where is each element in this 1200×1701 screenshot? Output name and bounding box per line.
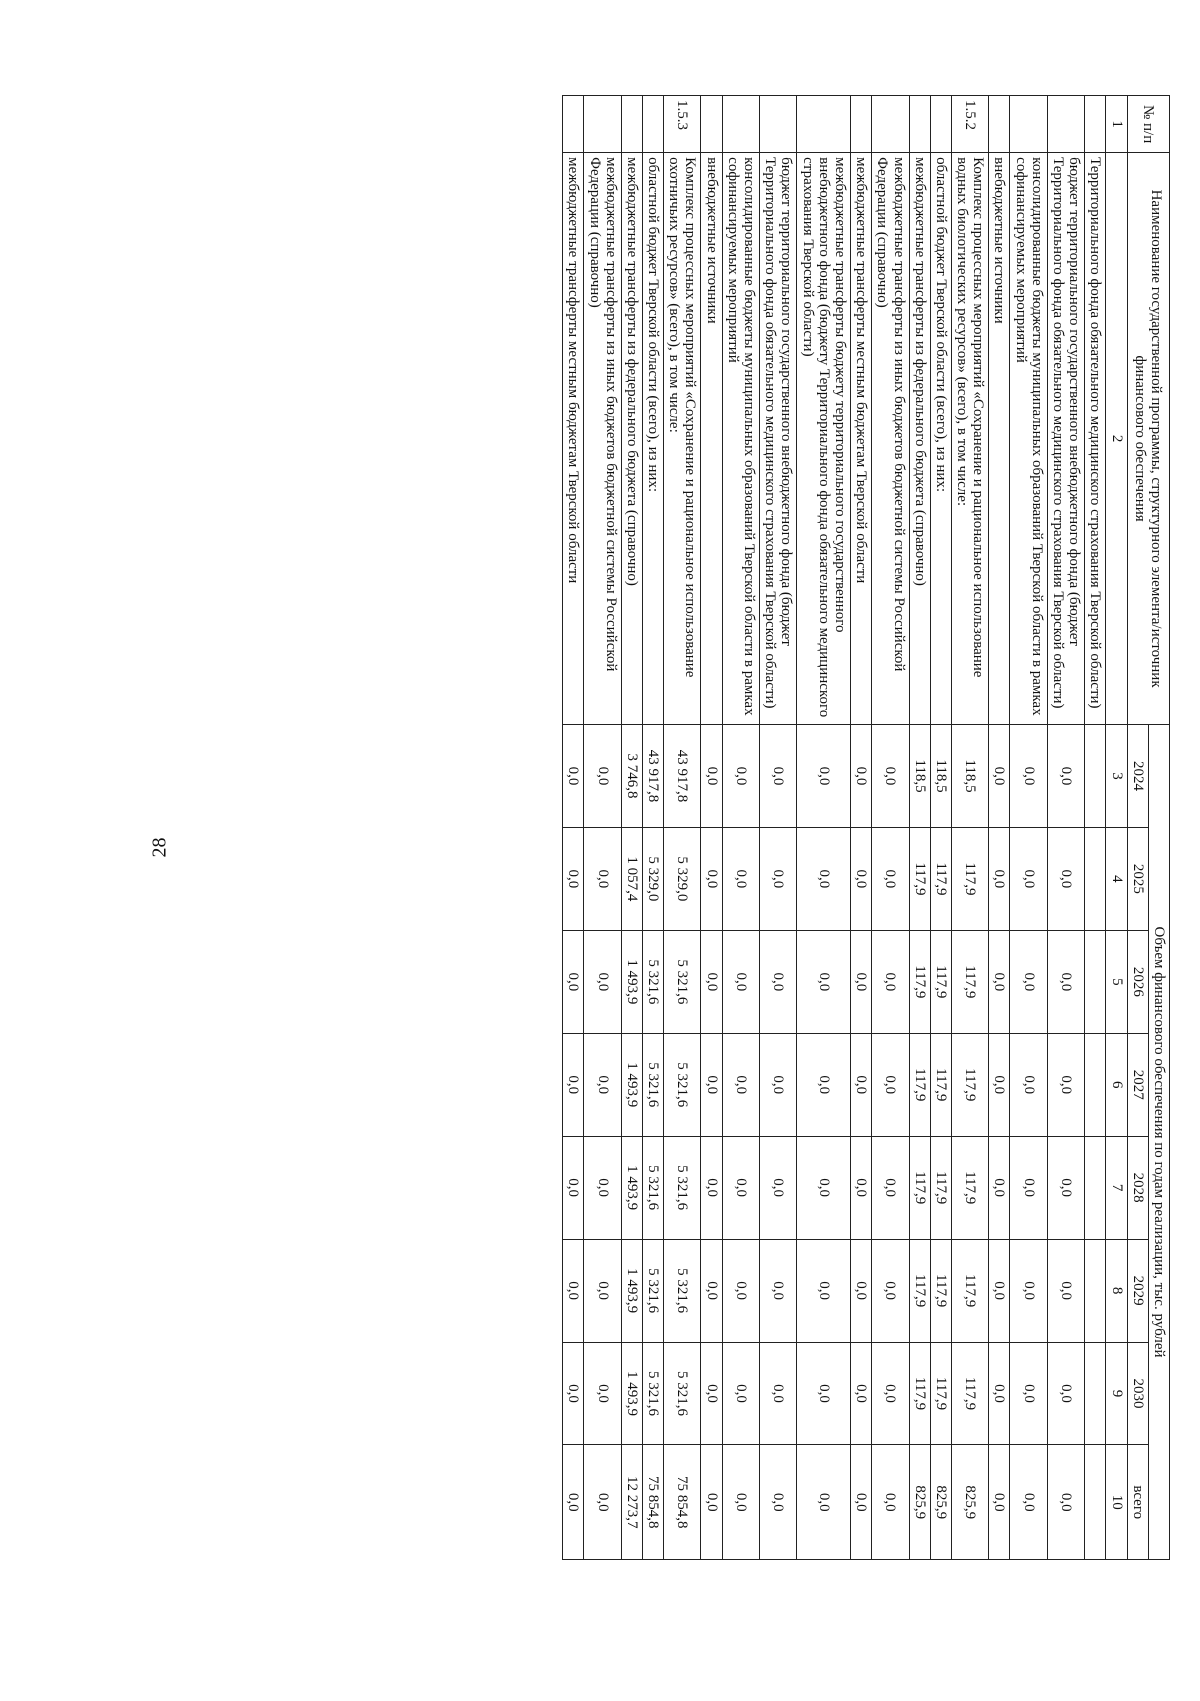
row-value-2025: 0,0 — [701, 827, 722, 930]
rotated-table-container — [170, 95, 1170, 1560]
row-value-2028: 5 321,6 — [642, 1136, 663, 1239]
row-value-2026: 0,0 — [563, 930, 584, 1033]
row-number — [1047, 96, 1084, 153]
header-col-name: Наименование государственной программы, структурного элемента/источник финансового обеспечения — [1127, 153, 1169, 725]
row-value-2024: 0,0 — [797, 725, 851, 828]
row-value-2029: 0,0 — [584, 1239, 621, 1342]
row-value-2027: 117,9 — [909, 1033, 930, 1136]
row-value-2025: 0,0 — [797, 827, 851, 930]
row-value-total — [1085, 1445, 1106, 1560]
row-value-2030: 1 493,9 — [621, 1342, 642, 1445]
row-value-2026: 0,0 — [797, 930, 851, 1033]
row-name: межбюджетные трансферты из федерального бюджета (справочно) — [909, 153, 930, 725]
row-value-2027 — [1085, 1033, 1106, 1136]
row-value-2024: 0,0 — [760, 725, 797, 828]
row-value-2029: 5 321,6 — [642, 1239, 663, 1342]
row-value-2026: 0,0 — [722, 930, 759, 1033]
row-value-total: 75 854,8 — [664, 1445, 701, 1560]
row-value-2025: 117,9 — [909, 827, 930, 930]
row-value-2025 — [1085, 827, 1106, 930]
row-value-2027: 0,0 — [1047, 1033, 1084, 1136]
header-year-6: 2030 — [1127, 1342, 1148, 1445]
financing-table — [562, 95, 1170, 1560]
row-value-2027: 117,9 — [930, 1033, 951, 1136]
row-value-2028: 0,0 — [701, 1136, 722, 1239]
row-value-total: 0,0 — [760, 1445, 797, 1560]
row-value-2027: 0,0 — [872, 1033, 909, 1136]
row-value-2024: 0,0 — [584, 725, 621, 828]
row-value-total: 0,0 — [563, 1445, 584, 1560]
row-number — [621, 96, 642, 153]
row-number — [642, 96, 663, 153]
row-value-2028: 0,0 — [584, 1136, 621, 1239]
row-name: межбюджетные трансферты из иных бюджетов бюджетной системы Российской Федерации (справочно) — [584, 153, 621, 725]
row-value-2025: 117,9 — [951, 827, 988, 930]
row-number — [701, 96, 722, 153]
row-value-total: 75 854,8 — [642, 1445, 663, 1560]
table-row — [797, 96, 851, 1560]
header-group-financing: Объем финансового обеспечения по годам реализации, тыс. рублей — [1148, 725, 1169, 1560]
header-index-0: 1 — [1106, 96, 1127, 153]
row-value-2030: 117,9 — [909, 1342, 930, 1445]
row-name: межбюджетные трансферты бюджету территориального государственного внебюджетного фонда (бюджету Территориального фонда обязательного медицинского страхования Тверской области) — [797, 153, 851, 725]
row-name: Территориального фонда обязательного медицинского страхования Тверской области) — [1085, 153, 1106, 725]
header-year-3: 2027 — [1127, 1033, 1148, 1136]
row-value-2029: 0,0 — [722, 1239, 759, 1342]
table-body — [563, 96, 1106, 1560]
table-row — [989, 96, 1010, 1560]
row-value-2029: 0,0 — [701, 1239, 722, 1342]
row-number — [563, 96, 584, 153]
row-name: бюджет территориального государственного внебюджетного фонда (бюджет Территориального фонда обязательного медицинского страхования Тверской области) — [760, 153, 797, 725]
row-name: Комплекс процессных мероприятий «Сохранение и рациональное использование водных биологических ресурсов» (всего), в том числе: — [951, 153, 988, 725]
row-value-2027: 0,0 — [584, 1033, 621, 1136]
header-year-7: всего — [1127, 1445, 1148, 1560]
row-value-2024: 0,0 — [563, 725, 584, 828]
row-number — [760, 96, 797, 153]
row-value-2030: 0,0 — [851, 1342, 872, 1445]
header-year-0: 2024 — [1127, 725, 1148, 828]
row-value-2025: 5 329,0 — [664, 827, 701, 930]
table-row — [642, 96, 663, 1560]
header-year-5: 2029 — [1127, 1239, 1148, 1342]
row-value-2029: 0,0 — [989, 1239, 1010, 1342]
row-value-2030: 0,0 — [872, 1342, 909, 1445]
row-value-2030: 117,9 — [930, 1342, 951, 1445]
row-value-total: 0,0 — [722, 1445, 759, 1560]
row-value-total: 0,0 — [1010, 1445, 1047, 1560]
row-value-total: 825,9 — [930, 1445, 951, 1560]
row-value-2028: 0,0 — [872, 1136, 909, 1239]
row-value-2024: 0,0 — [872, 725, 909, 828]
row-value-2029: 0,0 — [563, 1239, 584, 1342]
table-row — [701, 96, 722, 1560]
header-year-2: 2026 — [1127, 930, 1148, 1033]
row-value-2025: 5 329,0 — [642, 827, 663, 930]
header-index-1: 2 — [1106, 153, 1127, 725]
row-name: Комплекс процессных мероприятий «Сохранение и рациональное использование охотничьих ресурсов» (всего), в том числе: — [664, 153, 701, 725]
row-value-2025: 0,0 — [851, 827, 872, 930]
row-number — [909, 96, 930, 153]
row-value-total: 0,0 — [584, 1445, 621, 1560]
row-value-2028: 1 493,9 — [621, 1136, 642, 1239]
row-value-total: 12 273,7 — [621, 1445, 642, 1560]
row-name: областной бюджет Тверской области (всего), из них: — [642, 153, 663, 725]
row-name: внебюджетные источники — [989, 153, 1010, 725]
header-year-1: 2025 — [1127, 827, 1148, 930]
row-value-2024: 0,0 — [1047, 725, 1084, 828]
row-value-2028: 0,0 — [760, 1136, 797, 1239]
row-value-2028: 0,0 — [563, 1136, 584, 1239]
row-name: межбюджетные трансферты местным бюджетам Тверской области — [563, 153, 584, 725]
row-number: 1.5.2 — [951, 96, 988, 153]
row-value-total: 0,0 — [797, 1445, 851, 1560]
row-value-total: 0,0 — [872, 1445, 909, 1560]
row-value-2026: 0,0 — [584, 930, 621, 1033]
row-value-2027: 0,0 — [701, 1033, 722, 1136]
row-value-2029: 0,0 — [872, 1239, 909, 1342]
header-index-2: 3 — [1106, 725, 1127, 828]
row-value-2025: 0,0 — [584, 827, 621, 930]
row-value-2025: 0,0 — [872, 827, 909, 930]
row-value-2029: 0,0 — [1010, 1239, 1047, 1342]
row-value-2029: 117,9 — [909, 1239, 930, 1342]
row-value-2026: 0,0 — [760, 930, 797, 1033]
table-row — [1010, 96, 1047, 1560]
table-row — [664, 96, 701, 1560]
page-number: 28 — [148, 837, 171, 858]
row-value-2027: 0,0 — [797, 1033, 851, 1136]
row-number — [851, 96, 872, 153]
row-value-2026: 117,9 — [951, 930, 988, 1033]
row-value-2029: 1 493,9 — [621, 1239, 642, 1342]
row-value-2028: 0,0 — [989, 1136, 1010, 1239]
row-value-2024: 0,0 — [1010, 725, 1047, 828]
row-value-2024: 43 917,8 — [642, 725, 663, 828]
row-value-2030: 0,0 — [563, 1342, 584, 1445]
row-value-2024 — [1085, 725, 1106, 828]
row-value-2025: 117,9 — [930, 827, 951, 930]
row-value-2025: 0,0 — [1010, 827, 1047, 930]
row-value-2030: 0,0 — [701, 1342, 722, 1445]
row-number — [989, 96, 1010, 153]
row-value-2028: 0,0 — [1047, 1136, 1084, 1239]
row-name: внебюджетные источники — [701, 153, 722, 725]
header-index-4: 5 — [1106, 930, 1127, 1033]
header-index-3: 4 — [1106, 827, 1127, 930]
row-value-2026: 0,0 — [1047, 930, 1084, 1033]
row-value-total: 825,9 — [909, 1445, 930, 1560]
table-row — [1085, 96, 1106, 1560]
row-value-2027: 0,0 — [722, 1033, 759, 1136]
row-value-2024: 118,5 — [930, 725, 951, 828]
row-value-2026: 117,9 — [909, 930, 930, 1033]
row-value-2027: 117,9 — [951, 1033, 988, 1136]
row-value-2025: 0,0 — [722, 827, 759, 930]
header-index-9: 10 — [1106, 1445, 1127, 1560]
row-name: консолидированные бюджеты муниципальных образований Тверской области в рамках софинансируемых мероприятий — [1010, 153, 1047, 725]
row-value-2024: 0,0 — [989, 725, 1010, 828]
row-value-2026: 0,0 — [701, 930, 722, 1033]
row-value-2025: 0,0 — [760, 827, 797, 930]
row-value-2027: 0,0 — [851, 1033, 872, 1136]
row-value-2029: 5 321,6 — [664, 1239, 701, 1342]
header-col-no: № п/п — [1127, 96, 1169, 153]
row-value-2028: 5 321,6 — [664, 1136, 701, 1239]
row-value-2030: 117,9 — [951, 1342, 988, 1445]
row-value-2025: 0,0 — [1047, 827, 1084, 930]
row-value-2030: 5 321,6 — [642, 1342, 663, 1445]
row-name: межбюджетные трансферты местным бюджетам Тверской области — [851, 153, 872, 725]
table-row — [621, 96, 642, 1560]
row-value-2030: 0,0 — [760, 1342, 797, 1445]
row-value-2024: 43 917,8 — [664, 725, 701, 828]
row-value-2024: 0,0 — [701, 725, 722, 828]
row-name: межбюджетные трансферты из иных бюджетов бюджетной системы Российской Федерации (справочно) — [872, 153, 909, 725]
header-index-6: 7 — [1106, 1136, 1127, 1239]
row-value-2028: 117,9 — [909, 1136, 930, 1239]
table-row — [930, 96, 951, 1560]
row-name: бюджет территориального государственного внебюджетного фонда (бюджет Территориального фонда обязательного медицинского страхования Тверской области) — [1047, 153, 1084, 725]
row-value-2030: 0,0 — [1010, 1342, 1047, 1445]
row-value-2025: 0,0 — [563, 827, 584, 930]
row-value-2025: 0,0 — [989, 827, 1010, 930]
row-value-2030: 0,0 — [722, 1342, 759, 1445]
row-value-2024: 0,0 — [851, 725, 872, 828]
row-value-2026: 5 321,6 — [642, 930, 663, 1033]
header-index-8: 9 — [1106, 1342, 1127, 1445]
row-value-2027: 0,0 — [989, 1033, 1010, 1136]
row-value-2027: 0,0 — [563, 1033, 584, 1136]
row-value-2026: 1 493,9 — [621, 930, 642, 1033]
row-value-total: 825,9 — [951, 1445, 988, 1560]
row-value-2030: 0,0 — [797, 1342, 851, 1445]
row-value-2026 — [1085, 930, 1106, 1033]
row-name: межбюджетные трансферты из федерального бюджета (справочно) — [621, 153, 642, 725]
row-number — [930, 96, 951, 153]
table-row — [1047, 96, 1084, 1560]
row-value-2025: 1 057,4 — [621, 827, 642, 930]
row-value-2027: 0,0 — [1010, 1033, 1047, 1136]
table-row — [722, 96, 759, 1560]
row-value-2024: 0,0 — [722, 725, 759, 828]
row-value-2026: 5 321,6 — [664, 930, 701, 1033]
table-row — [951, 96, 988, 1560]
row-value-2028: 0,0 — [797, 1136, 851, 1239]
row-value-2027: 0,0 — [760, 1033, 797, 1136]
table-row — [760, 96, 797, 1560]
row-value-2029: 0,0 — [851, 1239, 872, 1342]
row-value-2029: 117,9 — [951, 1239, 988, 1342]
row-value-2029 — [1085, 1239, 1106, 1342]
row-value-2028: 0,0 — [722, 1136, 759, 1239]
row-number: 1.5.3 — [664, 96, 701, 153]
row-value-2024: 118,5 — [951, 725, 988, 828]
row-value-total: 0,0 — [989, 1445, 1010, 1560]
row-value-2029: 117,9 — [930, 1239, 951, 1342]
row-value-2030: 0,0 — [584, 1342, 621, 1445]
header-year-4: 2028 — [1127, 1136, 1148, 1239]
row-value-2026: 0,0 — [872, 930, 909, 1033]
row-number — [797, 96, 851, 153]
row-value-2030: 0,0 — [1047, 1342, 1084, 1445]
row-value-2024: 118,5 — [909, 725, 930, 828]
table-row — [584, 96, 621, 1560]
row-value-2027: 1 493,9 — [621, 1033, 642, 1136]
row-value-2028: 117,9 — [930, 1136, 951, 1239]
row-number — [872, 96, 909, 153]
row-value-2030: 0,0 — [989, 1342, 1010, 1445]
row-value-2028 — [1085, 1136, 1106, 1239]
table-row — [563, 96, 584, 1560]
header-index-5: 6 — [1106, 1033, 1127, 1136]
table-row — [872, 96, 909, 1560]
row-name: областной бюджет Тверской области (всего), из них: — [930, 153, 951, 725]
row-value-2024: 3 746,8 — [621, 725, 642, 828]
row-value-2028: 0,0 — [851, 1136, 872, 1239]
row-value-2027: 5 321,6 — [642, 1033, 663, 1136]
row-number — [1085, 96, 1106, 153]
row-value-2029: 0,0 — [760, 1239, 797, 1342]
row-value-2029: 0,0 — [1047, 1239, 1084, 1342]
row-value-total: 0,0 — [701, 1445, 722, 1560]
header-index-7: 8 — [1106, 1239, 1127, 1342]
row-value-total: 0,0 — [1047, 1445, 1084, 1560]
row-value-2026: 0,0 — [989, 930, 1010, 1033]
row-number — [584, 96, 621, 153]
table-row — [909, 96, 930, 1560]
row-value-2028: 0,0 — [1010, 1136, 1047, 1239]
row-value-2030 — [1085, 1342, 1106, 1445]
row-value-2026: 117,9 — [930, 930, 951, 1033]
table-header — [1106, 96, 1170, 1560]
row-value-2028: 117,9 — [951, 1136, 988, 1239]
row-value-total: 0,0 — [851, 1445, 872, 1560]
table-row — [851, 96, 872, 1560]
header-index-row — [1106, 96, 1127, 1560]
row-value-2026: 0,0 — [851, 930, 872, 1033]
row-name: консолидированные бюджеты муниципальных образований Тверской области в рамках софинансируемых мероприятий — [722, 153, 759, 725]
row-value-2026: 0,0 — [1010, 930, 1047, 1033]
row-value-2027: 5 321,6 — [664, 1033, 701, 1136]
row-value-2029: 0,0 — [797, 1239, 851, 1342]
row-number — [722, 96, 759, 153]
row-value-2030: 5 321,6 — [664, 1342, 701, 1445]
row-number — [1010, 96, 1047, 153]
